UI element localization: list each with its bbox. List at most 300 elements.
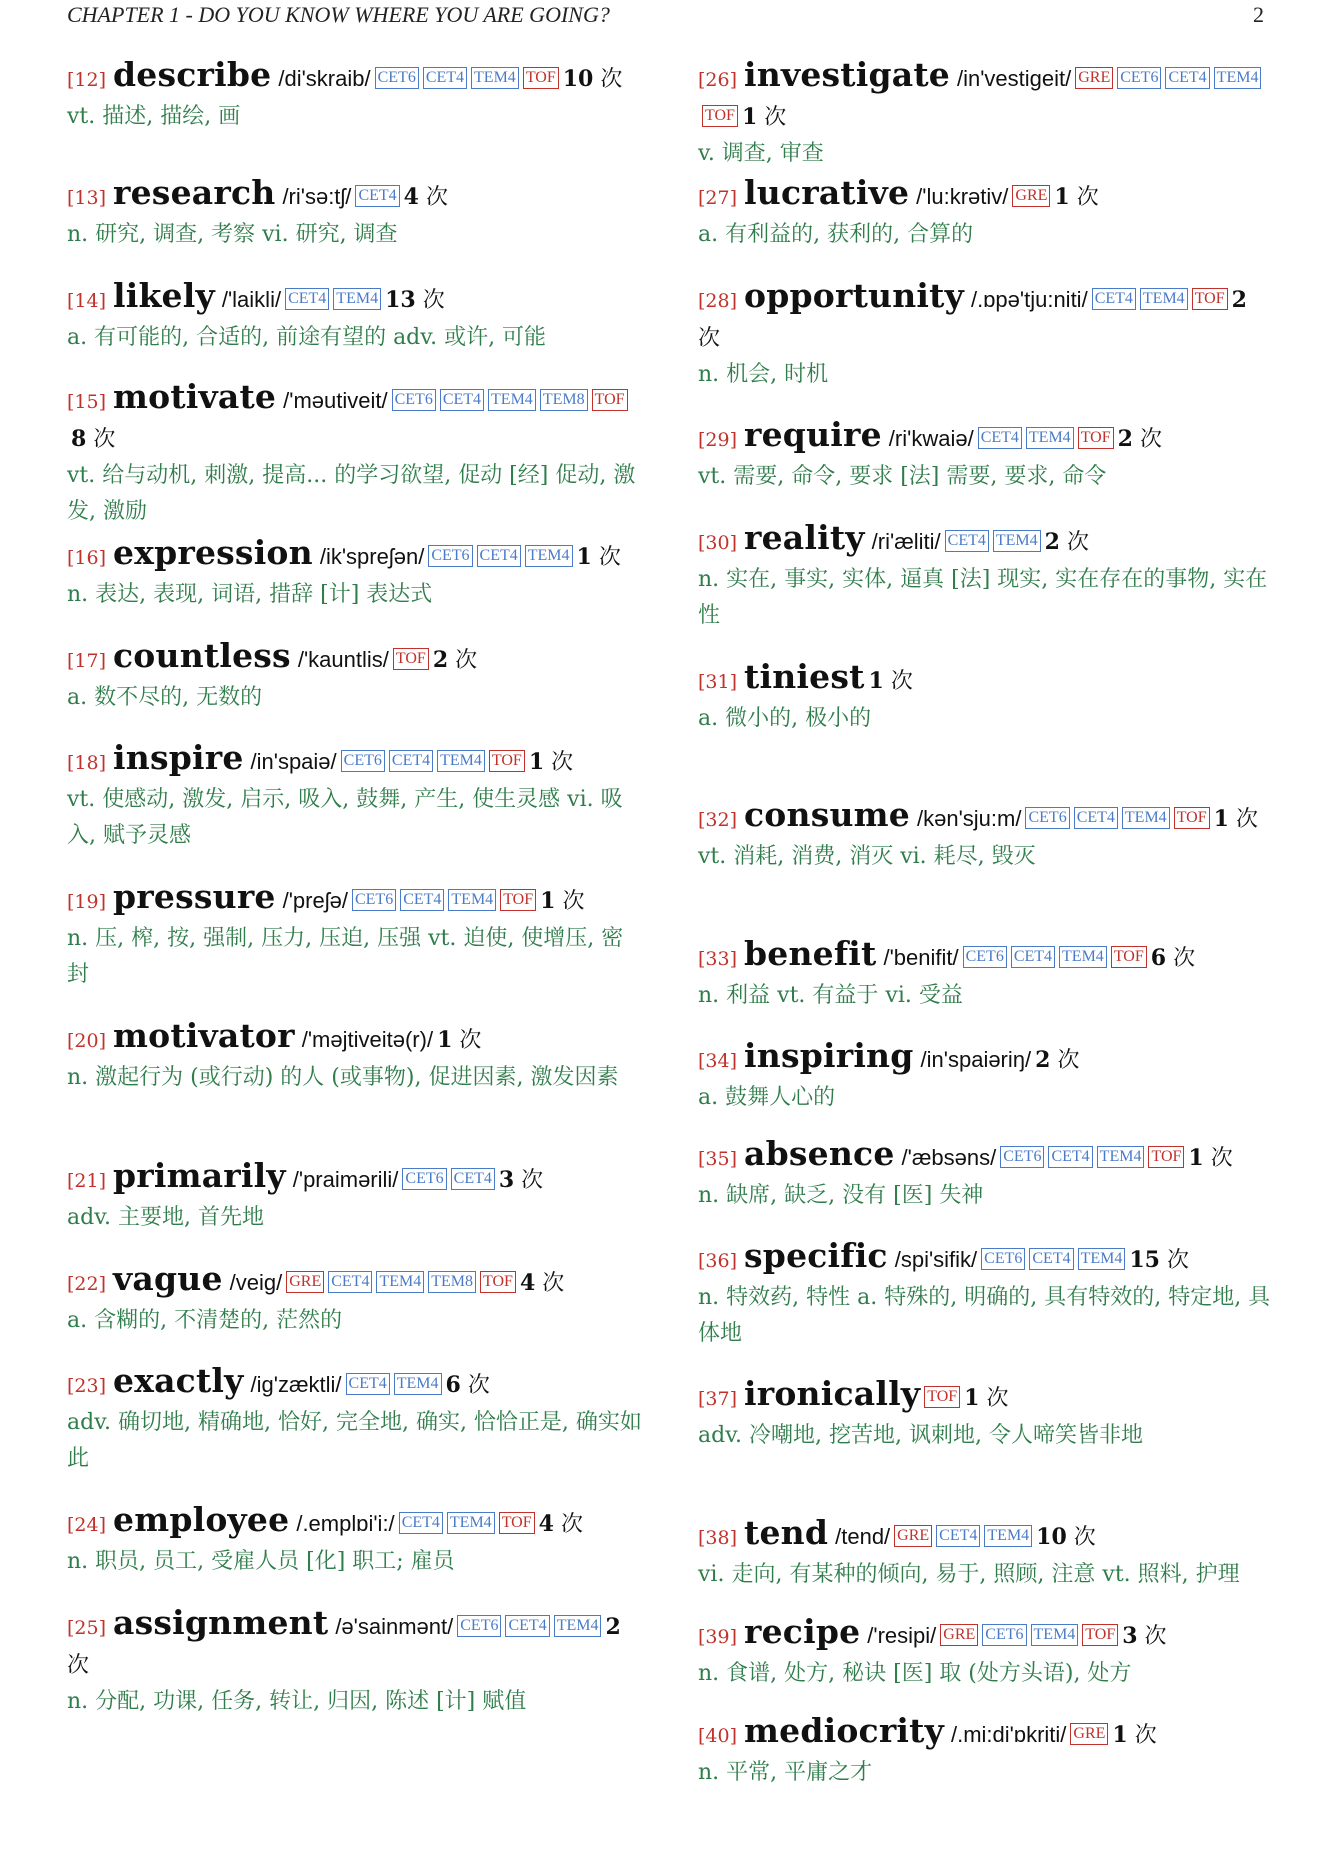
count-unit: 次 [521,1168,544,1193]
vocab-entry [698,1613,1274,1692]
phonetic: /'praimərili/ [292,1167,399,1192]
phonetic: /.emplɒi'i:/ [296,1511,395,1536]
headword: assignment [113,1603,329,1642]
entry-headline [67,534,643,577]
definition: a. 含糊的, 不清楚的, 茫然的 [67,1308,343,1333]
phonetic: /'lu:krətiv/ [916,184,1009,209]
count-number: 1 [964,1385,980,1411]
occurrence-count [1035,1048,1079,1073]
entry-index: [25] [67,1617,107,1639]
phonetic: /spi'sifik/ [894,1247,978,1272]
phonetic: /ig'zæktli/ [250,1372,342,1397]
count-number: 1 [437,1027,453,1053]
entry-index: [39] [698,1626,738,1648]
definition: n. 表达, 表现, 词语, 措辞 [计] 表达式 [67,582,433,607]
exam-tag-gre: GRE [1070,1723,1108,1745]
occurrence-count [539,1512,583,1537]
definition: a. 数不尽的, 无数的 [67,685,263,710]
exam-tag-cet4: CET4 [355,185,399,207]
phonetic: /'məjtiveitə(r)/ [301,1027,434,1052]
exam-tag-cet4: CET4 [1011,946,1055,968]
entry-index: [28] [698,290,738,312]
count-number: 1 [1213,806,1229,832]
vocab-entry [698,1037,1274,1116]
phonetic: /kən'sju:m/ [917,806,1022,831]
exam-tag-cet4: CET4 [505,1615,549,1637]
exam-tag-cet6: CET6 [1000,1146,1044,1168]
entry-headline [698,416,1274,459]
headword: employee [113,1500,290,1539]
headword: consume [744,795,910,834]
exam-tag-cet4: CET4 [978,427,1022,449]
entry-headline [698,1037,1274,1080]
count-number: 4 [538,1511,554,1537]
exam-tag-cet4: CET4 [399,1512,443,1534]
count-unit: 次 [890,669,913,694]
entry-index: [36] [698,1250,738,1272]
entry-headline [698,56,1274,136]
phonetic: /'æbsəns/ [901,1145,997,1170]
phonetic: /'preʃə/ [282,888,348,913]
occurrence-count [529,750,573,775]
phonetic: /di'skraib/ [278,66,371,91]
entry-index: [13] [67,187,107,209]
headword: benefit [744,934,877,973]
count-number: 3 [498,1167,515,1193]
count-unit: 次 [560,1512,583,1537]
exam-tag-tem4: TEM4 [1059,946,1107,968]
definition: adv. 冷嘲地, 挖苦地, 讽刺地, 令人啼笑皆非地 [698,1423,1143,1448]
entry-index: [26] [698,69,738,91]
exam-tag-tof: TOF [1148,1146,1184,1168]
headword: likely [113,276,215,315]
count-unit: 次 [93,427,116,452]
phonetic: /ri'kwaiə/ [888,426,974,451]
count-unit: 次 [1134,1723,1157,1748]
exam-tag-tem4: TEM4 [447,1512,495,1534]
headword: investigate [744,55,950,94]
occurrence-count [1129,1248,1189,1273]
exam-tag-cet6: CET6 [1117,67,1161,89]
vocab-entry [67,1362,643,1477]
headword: countless [113,636,291,675]
definition: vt. 使感动, 激发, 启示, 吸入, 鼓舞, 产生, 使生灵感 vi. 吸入, 赋予灵感 [67,787,623,848]
exam-tag-tem4: TEM4 [376,1271,424,1293]
exam-tag-tem4: TEM4 [984,1525,1032,1547]
count-number: 1 [1188,1145,1204,1171]
headword: research [113,173,276,212]
definition: n. 利益 vt. 有益于 vi. 受益 [698,983,963,1008]
definition: n. 实在, 事实, 实体, 逼真 [法] 现实, 实在存在的事物, 实在性 [698,567,1268,628]
exam-tag-cet6: CET6 [981,1248,1025,1270]
entry-index: [37] [698,1388,738,1410]
vocab-entry [698,416,1274,495]
count-number: 4 [403,184,419,210]
count-number: 1 [576,544,592,570]
count-unit: 次 [1076,185,1099,210]
occurrence-count [1036,1525,1096,1550]
exam-tag-cet4: CET4 [328,1271,372,1293]
chapter-title: CHAPTER 1 - DO YOU KNOW WHERE YOU ARE GOING? [67,2,610,27]
exam-tag-cet6: CET6 [392,389,436,411]
vocab-entry [698,935,1274,1014]
phonetic: /'kauntlis/ [297,647,389,672]
definition: a. 有可能的, 合适的, 前途有望的 adv. 或许, 可能 [67,325,547,350]
occurrence-count [71,427,115,452]
exam-tag-tof: TOF [1082,1624,1118,1646]
entry-headline [698,1135,1274,1178]
occurrence-count [520,1271,564,1296]
headword: tiniest [744,657,865,696]
count-unit: 次 [542,1271,565,1296]
entry-headline [698,277,1274,357]
vocab-entry [698,277,1274,393]
occurrence-count [1122,1624,1166,1649]
vocab-entry [698,1237,1274,1352]
count-number: 1 [528,749,545,775]
exam-tag-cet4: CET4 [285,288,329,310]
vocab-entry [67,378,643,530]
entry-index: [29] [698,429,738,451]
occurrence-count [404,185,448,210]
count-unit: 次 [459,1028,482,1053]
definition: n. 机会, 时机 [698,362,829,387]
vocab-entry [67,534,643,613]
entry-headline [67,1501,643,1544]
headword: recipe [744,1612,861,1651]
entry-index: [30] [698,532,738,554]
count-number: 15 [1129,1247,1160,1273]
exam-tag-tof: TOF [1111,946,1147,968]
count-unit: 次 [1235,807,1258,832]
count-unit: 次 [1073,1525,1096,1550]
headword: require [744,415,882,454]
occurrence-count [1151,946,1195,971]
exam-tag-cet4: CET4 [1092,288,1136,310]
occurrence-count [433,648,477,673]
definition: a. 鼓舞人心的 [698,1085,836,1110]
count-unit: 次 [1066,530,1089,555]
vocab-entry [67,1260,643,1339]
phonetic: /tend/ [835,1524,891,1549]
phonetic: /ri'æliti/ [871,529,941,554]
occurrence-count [499,1168,543,1193]
exam-tag-cet6: CET6 [982,1624,1026,1646]
exam-tag-tof: TOF [924,1386,960,1408]
headword: expression [113,533,313,572]
phonetic: /ik'spreʃən/ [319,544,425,569]
entry-index: [15] [67,391,107,413]
definition: n. 分配, 功课, 任务, 转让, 归因, 陈述 [计] 赋值 [67,1689,527,1714]
entry-headline [698,1375,1274,1418]
entry-index: [32] [698,809,738,831]
exam-tag-tem4: TEM4 [1214,67,1262,89]
entry-index: [31] [698,671,738,693]
vocab-entry [67,1157,643,1236]
exam-tag-cet6: CET6 [1025,807,1069,829]
count-unit: 次 [562,889,585,914]
count-unit: 次 [425,185,448,210]
exam-tag-tem4: TEM4 [471,67,519,89]
exam-tag-cet4: CET4 [477,545,521,567]
exam-tag-gre: GRE [286,1271,324,1293]
entry-headline [67,1604,643,1684]
phonetic: /'məutiveit/ [283,388,388,413]
exam-tag-gre: GRE [1075,67,1113,89]
count-number: 2 [1044,529,1060,555]
page-number: 2 [1253,2,1264,27]
count-number: 1 [1054,184,1070,210]
entry-headline [698,796,1274,839]
exam-tag-tem4: TEM4 [1140,288,1188,310]
headword: ironically [744,1374,921,1413]
vocab-entry [698,796,1274,875]
vocab-entry [67,277,643,356]
entry-headline [698,935,1274,978]
count-number: 6 [1150,945,1167,971]
entry-index: [40] [698,1725,738,1747]
phonetic: /.mi:di'ɒkriti/ [950,1722,1067,1747]
count-number: 2 [432,647,449,673]
entry-index: [17] [67,650,107,672]
count-number: 8 [71,426,87,452]
phonetic: /in'vestigeit/ [956,66,1072,91]
page-header [67,0,1264,30]
count-number: 10 [1036,1524,1067,1550]
definition: vt. 给与动机, 刺激, 提高... 的学习欲望, 促动 [经] 促动, 激发, 激励 [67,463,636,524]
headword: reality [744,518,865,557]
count-unit: 次 [1167,1248,1190,1273]
exam-tag-tem4: TEM4 [554,1615,602,1637]
count-unit: 次 [764,105,787,130]
exam-tag-tem4: TEM4 [333,288,381,310]
definition: n. 平常, 平庸之才 [698,1760,873,1785]
exam-tag-gre: GRE [940,1624,978,1646]
phonetic: /'benifit/ [883,945,959,970]
entry-headline [698,1613,1274,1656]
headword: opportunity [744,276,964,315]
count-unit: 次 [67,1653,90,1678]
phonetic: /in'spaiə/ [250,749,337,774]
exam-tag-cet4: CET4 [389,750,433,772]
occurrence-count [1045,530,1089,555]
occurrence-count [437,1028,481,1053]
headword: inspire [113,738,244,777]
exam-tag-cet4: CET4 [1029,1248,1073,1270]
count-unit: 次 [1210,1146,1233,1171]
vocab-entry [698,56,1274,172]
count-unit: 次 [986,1386,1009,1411]
exam-tag-tof: TOF [393,648,429,670]
headword: primarily [113,1156,286,1195]
phonetic: /ri'sə:tʃ/ [282,184,352,209]
entry-headline [698,658,1274,701]
entry-index: [18] [67,752,107,774]
exam-tag-tem4: TEM4 [437,750,485,772]
entry-headline [67,1157,643,1200]
entry-index: [12] [67,69,107,91]
exam-tag-cet4: CET4 [1165,67,1209,89]
headword: absence [744,1134,895,1173]
exam-tag-cet4: CET4 [423,67,467,89]
exam-tag-tem4: TEM4 [1031,1624,1079,1646]
exam-tag-tem4: TEM4 [1097,1146,1145,1168]
occurrence-count [563,67,623,92]
count-number: 1 [741,104,758,130]
entry-headline [67,56,643,99]
headword: pressure [113,877,276,916]
exam-tag-tem4: TEM4 [993,530,1041,552]
count-unit: 次 [698,326,721,351]
vocab-entry [698,519,1274,634]
definition: vt. 需要, 命令, 要求 [法] 需要, 要求, 命令 [698,464,1107,489]
entry-headline [67,1017,643,1060]
occurrence-count [385,288,445,313]
count-number: 2 [605,1614,621,1640]
exam-tag-cet4: CET4 [400,889,444,911]
headword: exactly [113,1361,244,1400]
exam-tag-tem4: TEM4 [394,1373,442,1395]
phonetic: /ə'sainmənt/ [335,1614,454,1639]
exam-tag-cet4: CET4 [346,1373,390,1395]
definition: adv. 主要地, 首先地 [67,1205,264,1230]
exam-tag-cet4: CET4 [1048,1146,1092,1168]
definition: a. 微小的, 极小的 [698,706,872,731]
definition: vt. 消耗, 消费, 消灭 vi. 耗尽, 毁灭 [698,844,1036,869]
entry-index: [24] [67,1514,107,1536]
vocab-entry [698,658,1274,737]
definition: vt. 描述, 描绘, 画 [67,104,241,129]
exam-tag-cet6: CET6 [402,1168,446,1190]
phonetic: /in'spaiəriŋ/ [920,1047,1032,1072]
vocab-entry [67,637,643,716]
count-number: 1 [868,668,884,694]
exam-tag-tem4: TEM4 [1026,427,1074,449]
headword: describe [113,55,272,94]
exam-tag-cet4: CET4 [936,1525,980,1547]
count-unit: 次 [467,1373,490,1398]
entry-headline [698,174,1274,217]
headword: specific [744,1236,888,1275]
occurrence-count [1112,1723,1156,1748]
exam-tag-tem4: TEM4 [1122,807,1170,829]
phonetic: /veig/ [229,1270,283,1295]
entry-headline [67,637,643,680]
exam-tag-tof: TOF [523,67,559,89]
count-unit: 次 [1057,1048,1080,1073]
count-unit: 次 [1139,427,1162,452]
entry-headline [698,519,1274,562]
definition: n. 激起行为 (或行动) 的人 (或事物), 促进因素, 激发因素 [67,1065,619,1090]
vocab-entry [67,1501,643,1580]
exam-tag-tem4: TEM4 [488,389,536,411]
vocab-entry [698,1514,1274,1593]
exam-tag-cet6: CET6 [457,1615,501,1637]
definition: a. 有利益的, 获利的, 合算的 [698,222,974,247]
entry-headline [67,378,643,458]
exam-tag-tof: TOF [1192,288,1228,310]
headword: vague [113,1259,223,1298]
entry-headline [698,1712,1274,1755]
definition: n. 食谱, 处方, 秘诀 [医] 取 (处方头语), 处方 [698,1661,1132,1686]
occurrence-count [742,105,786,130]
count-number: 10 [562,66,594,92]
entry-headline [67,878,643,921]
entry-index: [20] [67,1030,107,1052]
headword: inspiring [744,1036,914,1075]
exam-tag-tem8: TEM8 [540,389,588,411]
exam-tag-cet6: CET6 [341,750,385,772]
occurrence-count [446,1373,490,1398]
count-number: 2 [1035,1047,1051,1073]
entry-index: [22] [67,1273,107,1295]
vocab-entry [698,174,1274,253]
exam-tag-cet4: CET4 [945,530,989,552]
vocab-entry [67,878,643,993]
exam-tag-tof: TOF [489,750,525,772]
entry-headline [698,1514,1274,1557]
headword: lucrative [744,173,910,212]
count-number: 2 [1117,426,1133,452]
entry-index: [27] [698,187,738,209]
phonetic: /'resipi/ [867,1623,937,1648]
phonetic: /.ɒpə'tju:niti/ [970,287,1088,312]
entry-index: [14] [67,290,107,312]
vocab-entry [67,1604,643,1720]
occurrence-count [1054,185,1098,210]
occurrence-count [1188,1146,1232,1171]
entry-headline [67,1362,643,1405]
occurrence-count [1118,427,1162,452]
count-number: 1 [1112,1722,1128,1748]
entry-index: [34] [698,1050,738,1072]
exam-tag-tem8: TEM8 [428,1271,476,1293]
entry-headline [67,174,643,217]
occurrence-count [577,545,621,570]
count-unit: 次 [1173,946,1196,971]
vocab-entry [67,174,643,253]
occurrence-count [1214,807,1258,832]
definition: n. 研究, 调查, 考察 vi. 研究, 调查 [67,222,398,247]
vocab-entry [67,739,643,854]
count-number: 6 [445,1372,461,1398]
entry-headline [698,1237,1274,1280]
definition: adv. 确切地, 精确地, 恰好, 完全地, 确实, 恰恰正是, 确实如此 [67,1410,642,1471]
entry-index: [21] [67,1170,107,1192]
exam-tag-cet4: CET4 [1074,807,1118,829]
exam-tag-tof: TOF [480,1271,516,1293]
count-number: 13 [385,287,416,313]
vocab-entry [67,1017,643,1096]
exam-tag-gre: GRE [894,1525,932,1547]
count-unit: 次 [1144,1624,1167,1649]
definition: n. 压, 榨, 按, 强制, 压力, 压迫, 压强 vt. 迫使, 使增压, 密封 [67,926,624,987]
exam-tag-tof: TOF [1174,807,1210,829]
exam-tag-cet6: CET6 [352,889,396,911]
exam-tag-cet4: CET4 [451,1168,495,1190]
definition: n. 缺席, 缺乏, 没有 [医] 失神 [698,1183,984,1208]
entry-index: [38] [698,1527,738,1549]
vocab-entry [698,1135,1274,1214]
exam-tag-tem4: TEM4 [1078,1248,1126,1270]
entry-headline [67,739,643,782]
count-number: 1 [540,888,556,914]
exam-tag-tof: TOF [499,1512,535,1534]
exam-tag-tof: TOF [702,105,738,127]
count-unit: 次 [455,648,478,673]
definition: n. 职员, 员工, 受雇人员 [化] 职工; 雇员 [67,1549,455,1574]
definition: vi. 走向, 有某种的倾向, 易于, 照顾, 注意 vt. 照料, 护理 [698,1562,1240,1587]
